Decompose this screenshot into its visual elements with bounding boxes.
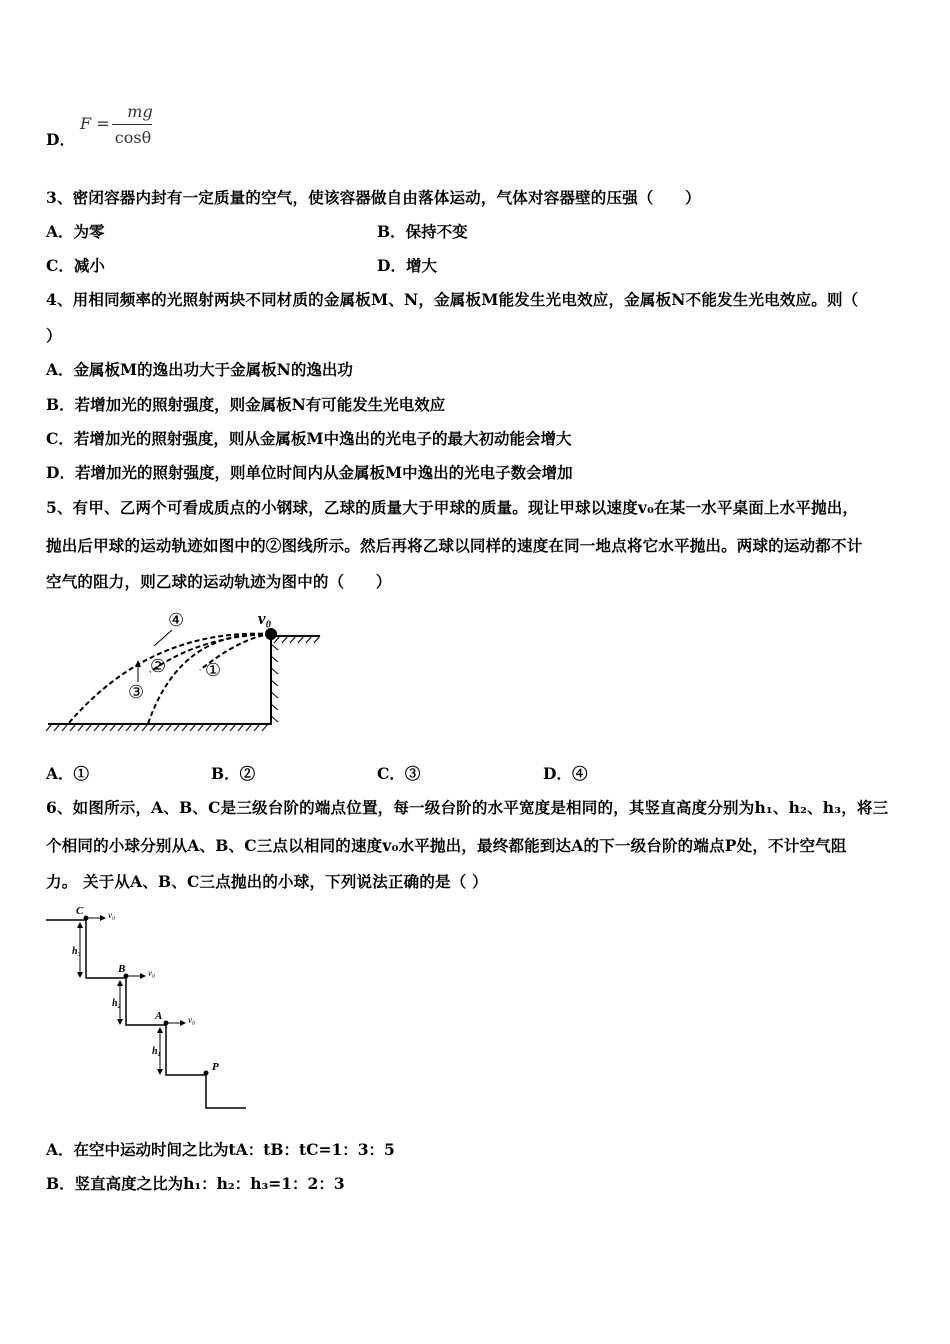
q6-height-h2: h₂ (112, 998, 122, 1009)
q6-stem-line1: 6、如图所示，A、B、C是三级台阶的端点位置，每一级台阶的水平宽度是相同的，其竖直高度分别为h₁、h₂、h₃，将三 (46, 798, 889, 817)
q5-curve-label-4: ④ (168, 610, 185, 630)
h1-arrowhead-top (157, 1027, 163, 1033)
q4-option-d: D．若增加光的照射强度，则单位时间内从金属板M中逸出的光电子数会增加 (46, 463, 573, 482)
h2-arrowhead-top (117, 980, 123, 986)
q3-option-d: D．增大 (377, 256, 437, 275)
q6-option-b: B．竖直高度之比为h₁：h₂：h₃=1：2：3 (46, 1174, 345, 1193)
h1-arrowhead-bottom (157, 1069, 163, 1075)
q6-point-b: B (118, 963, 126, 975)
q6-stem-line3: 力。 关于从A、B、C三点抛出的小球，下列说法正确的是（ ） (46, 872, 488, 891)
q3-stem: 3、密闭容器内封有一定质量的空气，使该容器做自由落体运动，气体对容器壁的压强（ ） (46, 188, 701, 207)
q5-projectile-figure (40, 600, 330, 740)
q6-stem-line2: 个相同的小球分别从A、B、C三点以相同的速度v₀水平抛出，最终都能到达A的下一级台阶的端点P处，不计空气阻 (46, 836, 847, 855)
q4-option-a: A．金属板M的逸出功大于金属板N的逸出功 (46, 360, 353, 379)
q6-point-c: C (76, 905, 84, 917)
q6-point-p: P (212, 1061, 219, 1073)
q6-velocity-label-b: v₀ (148, 968, 156, 978)
q3-option-a: A．为零 (46, 222, 105, 241)
q5-option-d: D．④ (543, 764, 588, 783)
velocity-arrowhead-b (140, 973, 146, 979)
q5-stem-line2: 抛出后甲球的运动轨迹如图中的②图线所示。然后再将乙球以同样的速度在同一地点将它水平抛出。两球的运动都不计 (46, 536, 863, 555)
q3-option-b: B．保持不变 (377, 222, 468, 241)
fraction-bar (112, 124, 152, 125)
q5-stem-line1: 5、有甲、乙两个可看成质点的小钢球，乙球的质量大于甲球的质量。现让甲球以速度v₀在某一水平桌面上水平抛出， (46, 498, 859, 517)
q2-option-d-numerator: mg (127, 102, 153, 121)
q6-velocity-label-a: v₀ (188, 1015, 196, 1025)
q5-curve-label-3: ③ (128, 682, 145, 702)
q2-option-d-label: D． (46, 130, 75, 149)
q6-point-a: A (155, 1010, 163, 1022)
ground-hatching (46, 724, 268, 731)
q3-option-c: C．减小 (46, 256, 105, 275)
q4-option-c: C．若增加光的照射强度，则从金属板M中逸出的光电子的最大初动能会增大 (46, 429, 572, 448)
q6-velocity-label-c: v₀ (108, 910, 116, 920)
q6-height-h1: h₁ (152, 1046, 162, 1057)
h3-arrowhead-bottom (77, 972, 83, 978)
q5-option-c: C．③ (377, 764, 421, 783)
q6-option-a: A．在空中运动时间之比为tA：tB：tC=1：3：5 (46, 1140, 395, 1159)
q2-option-d-lhs: F = (80, 114, 110, 133)
h3-arrowhead-top (77, 922, 83, 928)
point-a (164, 1021, 169, 1026)
q5-option-b: B．② (211, 764, 256, 783)
wall-hatching (271, 644, 278, 722)
velocity-arrowhead-c (100, 915, 106, 921)
q2-option-d-denominator: cosθ (114, 128, 152, 147)
q4-stem-line2: ） (46, 326, 62, 345)
q5-curve-label-1: ① (205, 660, 222, 680)
q5-option-a: A．① (46, 764, 90, 783)
velocity-arrowhead-a (180, 1020, 186, 1026)
point-p (204, 1071, 209, 1076)
q5-stem-line3: 空气的阻力，则乙球的运动轨迹为图中的（ ） (46, 572, 392, 591)
label-4-pointer (154, 630, 172, 646)
q5-velocity-label: v₀ (258, 609, 272, 628)
q6-height-h3: h₃ (72, 946, 82, 957)
h2-arrowhead-bottom (117, 1019, 123, 1025)
table-hatching (274, 636, 320, 643)
q4-stem-line1: 4、用相同频率的光照射两块不同材质的金属板M、N，金属板M能发生光电效应，金属板N不能发生光电效应。则（ (46, 290, 859, 309)
ball (265, 628, 277, 640)
q5-curve-label-2: ② (150, 656, 167, 676)
q6-stairs-figure (40, 900, 260, 1115)
q4-option-b: B．若增加光的照射强度，则金属板N有可能发生光电效应 (46, 395, 446, 414)
point-c (84, 916, 89, 921)
